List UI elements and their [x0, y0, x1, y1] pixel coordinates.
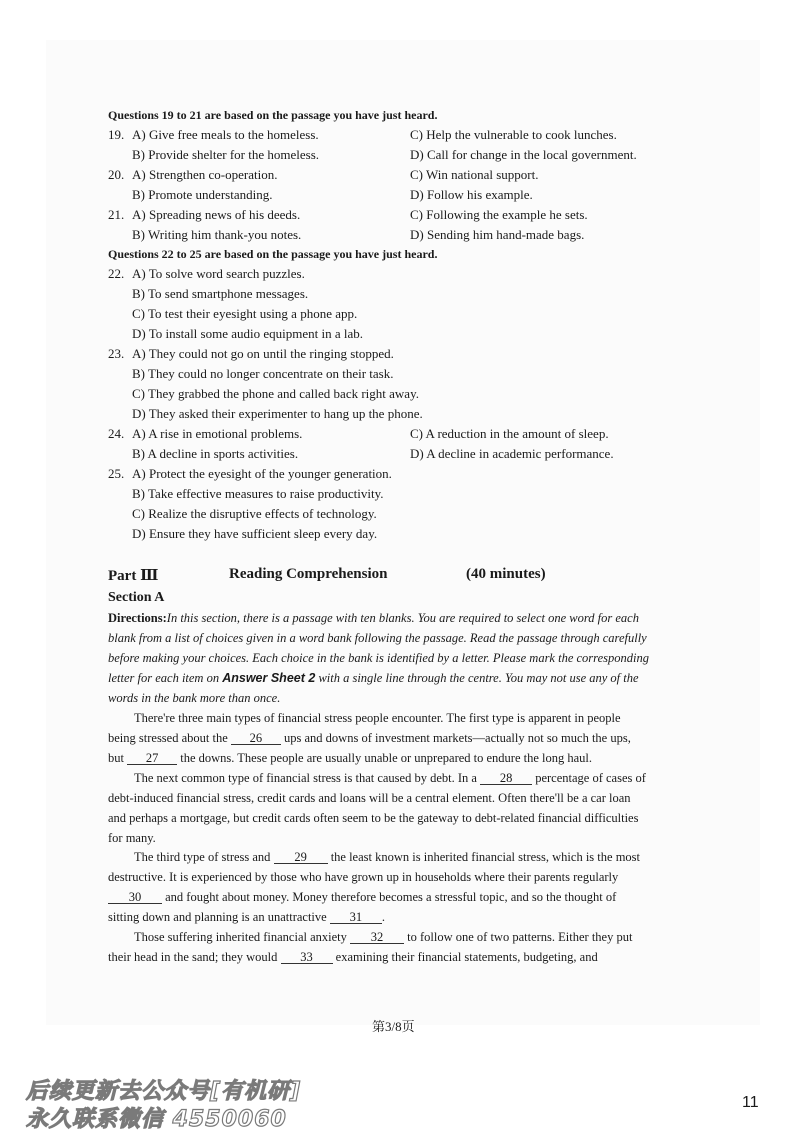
passage-line: The next common type of financial stress is that caused by debt. In a 28 percentage of cases of: [134, 771, 646, 785]
option: B) Take effective measures to raise productivity.: [132, 486, 384, 501]
passage-line: but 27 the downs. These people are usually unable or unprepared to endure the long haul.: [108, 751, 593, 765]
blank-27[interactable]: 27: [127, 752, 177, 765]
part-title: Reading Comprehension: [229, 566, 388, 582]
option: C) They grabbed the phone and called back right away.: [132, 386, 419, 401]
directions-line: blank from a list of choices given in a word bank following the passage. Read the passage through carefully: [108, 631, 647, 645]
option: C) To test their eyesight using a phone app.: [132, 306, 358, 321]
option: A) Protect the eyesight of the younger generation.: [132, 466, 392, 481]
option: D) Sending him hand-made bags.: [410, 227, 585, 242]
page-footer: 第3/8页: [372, 1019, 415, 1034]
option: D) They asked their experimenter to hang up the phone.: [132, 406, 423, 421]
option: B) Writing him thank-you notes.: [132, 227, 302, 242]
passage-line: being stressed about the 26 ups and downs of investment markets—actually not so much the ups,: [108, 731, 631, 745]
option: D) A decline in academic performance.: [410, 446, 614, 461]
option: B) A decline in sports activities.: [132, 446, 299, 461]
option: A) Give free meals to the homeless.: [132, 127, 319, 142]
option: C) Following the example he sets.: [410, 207, 588, 222]
question-number: 20.: [108, 167, 125, 182]
blank-31[interactable]: 31: [330, 911, 382, 924]
option: A) Spreading news of his deeds.: [132, 207, 301, 222]
passage-line: 30 and fought about money. Money therefore becomes a stressful topic, and so the thought of: [108, 890, 616, 905]
option: A) They could not go on until the ringing stopped.: [132, 346, 394, 361]
option: D) Follow his example.: [410, 187, 533, 202]
question-number: 24.: [108, 426, 125, 441]
answer-sheet-ref: Answer Sheet 2: [222, 671, 316, 685]
option: B) Provide shelter for the homeless.: [132, 147, 320, 162]
passage-line: sitting down and planning is an unattractive 31 .: [108, 910, 385, 924]
option: A) To solve word search puzzles.: [132, 266, 305, 281]
passage-line: The third type of stress and 29 the least known is inherited financial stress, which is the most: [134, 850, 641, 864]
option: C) Win national support.: [410, 167, 539, 182]
blank-33[interactable]: 33: [281, 951, 333, 964]
blank-30[interactable]: 30: [108, 891, 162, 904]
directions-line: before making your choices. Each choice in the bank is identified by a letter. Please mark the corresponding: [108, 651, 649, 665]
option: D) To install some audio equipment in a lab.: [132, 326, 364, 341]
option: C) Help the vulnerable to cook lunches.: [410, 127, 617, 142]
option: C) A reduction in the amount of sleep.: [410, 426, 609, 441]
directions-line: words in the bank more than once.: [108, 691, 281, 705]
question-number: 25.: [108, 466, 125, 481]
option: B) Promote understanding.: [132, 187, 273, 202]
directions-line: Directions:In this section, there is a passage with ten blanks. You are required to select one word for each: [108, 611, 639, 625]
blank-32[interactable]: 32: [350, 931, 404, 944]
passage-line: There're three main types of financial stress people encounter. The first type is apparent in people: [134, 711, 621, 725]
question-number: 21.: [108, 207, 125, 222]
page-number: 11: [742, 1094, 759, 1111]
watermark-line-2: 永久联系微信 4550060: [26, 1107, 287, 1132]
section-header-q19-21: Questions 19 to 21 are based on the passage you have just heard.: [108, 108, 438, 122]
section-header-q22-25: Questions 22 to 25 are based on the passage you have just heard.: [108, 247, 438, 261]
passage-line: Those suffering inherited financial anxiety 32 to follow one of two patterns. Either they put: [134, 930, 633, 944]
blank-28[interactable]: 28: [480, 772, 532, 785]
part-label: Part Ⅲ: [108, 568, 159, 584]
part-time: (40 minutes): [466, 566, 546, 582]
passage-line: debt-induced financial stress, credit cards and loans will be a central element. Often there'll be a car loan: [108, 791, 631, 805]
section-title: Section A: [108, 590, 165, 605]
option: D) Ensure they have sufficient sleep every day.: [132, 526, 378, 541]
directions-label: Directions:: [108, 611, 167, 625]
question-number: 23.: [108, 346, 125, 361]
option: A) A rise in emotional problems.: [132, 426, 303, 441]
option: A) Strengthen co-operation.: [132, 167, 278, 182]
option: C) Realize the disruptive effects of technology.: [132, 506, 377, 521]
blank-29[interactable]: 29: [274, 851, 328, 864]
directions-line: letter for each item on Answer Sheet 2 with a single line through the centre. You may not use any of the: [108, 671, 639, 685]
blank-26[interactable]: 26: [231, 732, 281, 745]
question-number: 19.: [108, 127, 125, 142]
passage-line: and perhaps a mortgage, but credit cards often seem to be the gateway to debt-related financial difficulties: [108, 811, 639, 825]
option: B) They could no longer concentrate on their task.: [132, 366, 394, 381]
passage-line: destructive. It is experienced by those who have grown up in households where their parents regularly: [108, 870, 619, 884]
question-number: 22.: [108, 266, 125, 281]
option: D) Call for change in the local government.: [410, 147, 637, 162]
watermark-line-1: 后续更新去公众号[有机研]: [26, 1079, 302, 1104]
passage-line: their head in the sand; they would 33 examining their financial statements, budgeting, and: [108, 950, 598, 964]
option: B) To send smartphone messages.: [132, 286, 309, 301]
passage-line: for many.: [108, 831, 156, 845]
